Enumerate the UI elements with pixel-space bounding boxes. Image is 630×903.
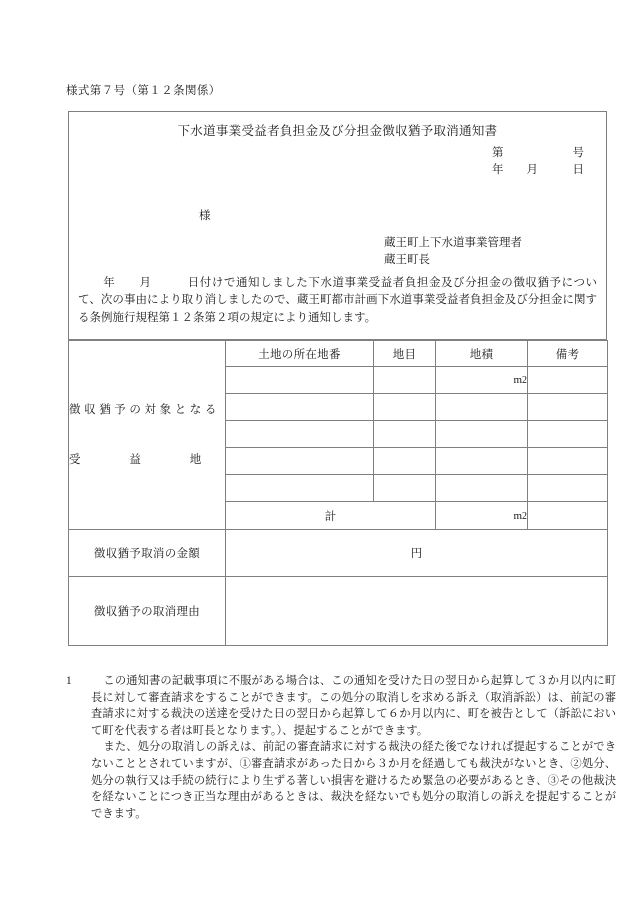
area-unit-exponent: 2 [522, 375, 527, 386]
cell-area[interactable] [436, 421, 528, 448]
issuer-name: 蔵王町長 [384, 254, 430, 266]
beneficiary-label-line2: 受 益 地 [69, 454, 205, 466]
document-title: 下水道事業受益者負担金及び分担金徴収猶予取消通知書 [177, 124, 498, 138]
total-area-cell[interactable] [436, 502, 528, 530]
document-number-line: 第 号 [492, 147, 584, 159]
cell-location[interactable] [226, 367, 374, 394]
cell-area[interactable] [436, 448, 528, 475]
amount-row [69, 530, 608, 577]
total-remarks-cell[interactable] [528, 502, 608, 530]
table-header-row [69, 341, 608, 367]
area-unit-label: m [513, 509, 522, 522]
header-area: 地積 [436, 341, 528, 367]
form-identifier: 様式第７号（第１２条関係） [66, 85, 221, 97]
footnote-number: 1 [66, 675, 72, 687]
cell-area[interactable] [436, 394, 528, 421]
reason-row [69, 577, 608, 646]
header-location: 土地の所在地番 [226, 341, 374, 367]
addressee-field: 様 [199, 210, 211, 222]
cell-category[interactable] [374, 448, 436, 475]
cell-category[interactable] [374, 394, 436, 421]
cell-category[interactable] [374, 421, 436, 448]
total-label: 計 [226, 502, 436, 530]
body-paragraph: 年 月 日付けで通知しました下水道事業受益者負担金及び分担金の徴収猶予について、次の事由により取り消しましたので、蔵王町都市計画下水道事業受益者負担金及び分担金に関する条例施行規程第１２条第２項の規定により通知します。 [78, 277, 597, 324]
issuer-block [384, 235, 522, 269]
footnote-item [66, 673, 616, 822]
cell-category[interactable] [374, 475, 436, 502]
cell-area[interactable] [436, 367, 528, 394]
cell-remarks[interactable] [528, 367, 608, 394]
amount-unit-label: 円 [410, 548, 423, 560]
reason-label: 徴収猶予の取消理由 [69, 577, 226, 646]
cell-remarks[interactable] [528, 448, 608, 475]
beneficiary-land-label [69, 341, 226, 530]
amount-label: 徴収猶予取消の金額 [69, 530, 226, 577]
form-table [68, 340, 608, 646]
reason-value-cell[interactable] [226, 577, 608, 646]
beneficiary-label-line1: 徴収猶予の対象となる [69, 404, 220, 416]
document-date-line: 年 月 日 [492, 164, 584, 176]
footnotes [66, 673, 616, 822]
footnote-paragraph-1: この通知書の記載事項に不服がある場合は、この通知を受けた日の翌日から起算して３か月以内に町長に対して審査請求をすることができます。この処分の取消しを求める訴え（取消訴訟）は、前記の審査請求に対する裁決の送達を受けた日の翌日から起算して６か月以内に、町を被告として（訴訟において町を代表する者は町長となります。）、提起することができます。 [91, 675, 616, 737]
area-unit-exponent: 2 [522, 510, 527, 522]
area-unit-label: m [513, 374, 522, 386]
cell-location[interactable] [226, 448, 374, 475]
header-box [68, 111, 607, 340]
cell-category[interactable] [374, 367, 436, 394]
cell-area[interactable] [436, 475, 528, 502]
document-number-block [492, 145, 584, 179]
header-remarks: 備考 [528, 341, 608, 367]
footnote-paragraph-2: また、処分の取消しの訴えは、前記の審査請求に対する裁決の経た後でなければ提起することができないこととされていますが、①審査請求があった日から３か月を経過しても裁決がないとき、②処分、処分の執行又は手続の続行により生ずる著しい損害を避けるため緊急の必要があるとき、③その他裁決を経ないことにつき正当な理由があるときは、裁決を経ないでも処分の取消しの訴えを提起することができます。 [91, 741, 616, 820]
cell-remarks[interactable] [528, 394, 608, 421]
header-category: 地目 [374, 341, 436, 367]
cell-remarks[interactable] [528, 421, 608, 448]
cell-remarks[interactable] [528, 475, 608, 502]
cell-location[interactable] [226, 421, 374, 448]
issuer-title: 蔵王町上下水道事業管理者 [384, 237, 522, 249]
cell-location[interactable] [226, 394, 374, 421]
amount-value-cell[interactable] [226, 530, 608, 577]
cell-location[interactable] [226, 475, 374, 502]
